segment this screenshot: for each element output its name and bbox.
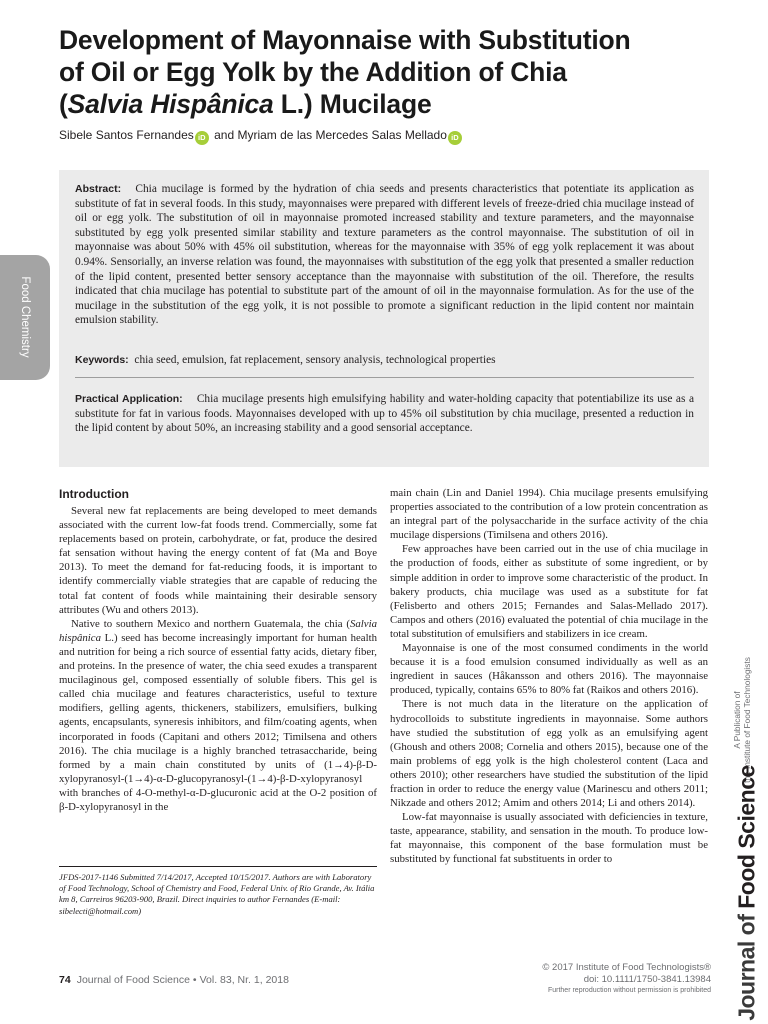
page-number: 74 (59, 974, 71, 986)
title-species-name: Salvia Hispânica (67, 89, 274, 119)
keywords-paragraph (75, 353, 694, 368)
permission-notice: Further reproduction without permission is prohibited (547, 987, 711, 994)
keywords-text: chia seed, emulsion, fat replacement, sensory analysis, technological properties (134, 354, 496, 366)
species-name-italic: Salvia hispânica (59, 617, 377, 644)
practical-application-text: Chia mucilage presents high emulsifying hability and water-holding capacity that potentiabilize its use as a substitute for fat in various foods. Mayonnaises developed with up to 45% oil substitution by chia mucilage, presented a reduction in the lipid content by about 50%, an increasing stability and a good sensorial acceptance. (75, 393, 695, 435)
journal-logo: Journal of Food Science (733, 765, 760, 1021)
volume-info: Vol. 83, Nr. 1, 2018 (199, 974, 289, 986)
author-line (59, 128, 464, 145)
intro-paragraph-1: Several new fat replacements are being developed to meet demands associated with the current low-fat foods trend. Commercially, some fat replacements based on protein, carbohydrate, or fat, produce the desired fat sensation without having the energy content of fat (Ma and Boye 2013). To meet the demand for fat-reducing foods, it is important to identify commercially viable strategies that are capable of reducing the total fat content of foods while maintaining their desirable sensory attributes (Wu and others 2013). (59, 505, 377, 616)
abstract-paragraph (75, 182, 694, 328)
doi-link[interactable]: doi: 10.1111/1750-3841.13984 (583, 974, 711, 985)
abstract-label: Abstract: (75, 183, 122, 195)
intro-paragraph-5: There is not much data in the literature on the application of hydrocolloids to substitute ingredients in mayonnaise. Some authors have studied the substitution of egg yolk as an emulsifying agent (Ghoush and others 2008; Cornelia and others 2015), because one of the main problems of egg yolk is the high cholesterol content (Laca and others 2010); other researchers have studied the substitution of the lipid fraction in order to reduce the energy value (Marinescu and others 2011; Nikzade and others 2012; Amim and others 2014; Li and others 2014). (390, 698, 708, 810)
keywords-label: Keywords: (75, 354, 129, 366)
copyright-block (542, 962, 711, 996)
intro-paragraph-6: Low-fat mayonnaise is usually associated with deficiencies in texture, taste, appearance, stability, and sensation in the mouth. To produce low-fat mayonnaise, this component of the base formulation must be substituted by functional fat substituents in order to (390, 811, 708, 866)
publisher-note: A Publication of the Institute of Food Technologists (732, 657, 752, 783)
abstract-separator (75, 377, 694, 378)
author-2-name[interactable]: Myriam de las Mercedes Salas Mellado (237, 128, 447, 142)
journal-name: Journal of Food Science (76, 974, 190, 986)
title-line-1: Development of Mayonnaise with Substitution (59, 25, 631, 55)
left-column (59, 486, 377, 814)
practical-application-label: Practical Application: (75, 393, 183, 405)
author-1-name[interactable]: Sibele Santos Fernandes (59, 128, 194, 142)
intro-paragraph-continued: main chain (Lin and Daniel 1994). Chia mucilage presents emulsifying properties associated to the contribution of a low protein concentration as an integral part of the polysaccharide in the surface activity of the chia mucilage dispersions (Timilsena and others 2016). (390, 487, 708, 542)
practical-application-paragraph (75, 392, 694, 436)
title-line-2: of Oil or Egg Yolk by the Addition of Chia (59, 57, 567, 87)
intro-paragraph-2: Native to southern Mexico and northern Guatemala, the chia (Salvia hispânica L.) seed has become increasingly important for human health and nutrition for being a rich source of essential fatty acids, dietary fiber, and proteins. In the presence of water, the chia seed exudes a transparent mucilaginous gel, composed essentially of soluble fibers. This gel is called chia mucilage and features characteristics, useful to texture modifiers, gelling agents, thickeners, stabilizers, emulsifiers, bulking agents, encapsulants, syneresis inhibitors, and film/coating agents, when incorporated in foods (Capitani and others 2012; Timilsena and others 2016). The chia mucilage is a highly branched tetrasaccharide, being formed by a main chain constituted by units of (1→4)-β-D-xylopyranosyl-(1→4)-α-D-glucopyranosyl-(1→4)-β-D-xylopyranosyl with branches of 4-O-methyl-α-D-glucuronic acid at the O-2 position of β-D-xylopyranosyl in the (59, 617, 377, 813)
copyright-text: © 2017 Institute of Food Technologists® (542, 962, 711, 973)
section-side-tab-label: Food Chemistry (19, 276, 31, 358)
intro-paragraph-4: Mayonnaise is one of the most consumed condiments in the world because it is a food emulsion consumed individually as well as an ingredient in sauces (Håkansson and others 2016). The mayonnaise produced, typically, contains 65% to 80% fat (Raikos and others 2016). (390, 642, 708, 697)
article-title (59, 24, 699, 120)
section-side-tab (0, 255, 50, 380)
footnote-divider (59, 866, 377, 867)
right-column (390, 486, 708, 867)
submission-footnote: JFDS-2017-1146 Submitted 7/14/2017, Accepted 10/15/2017. Authors are with Laboratory of Food Technology, School of Chemistry and Food, Federal Univ. of Rio Grande, Av. Itália km 8, Carreiros 96203-900, Brazil. Direct inquiries to author Fernandes (E-mail: sibelecti@hotmail.com) (59, 872, 375, 916)
page-footer: 74 Journal of Food Science • Vol. 83, Nr. 1, 2018 (59, 974, 289, 986)
introduction-heading: Introduction (59, 487, 129, 501)
orcid-icon[interactable]: iD (448, 131, 462, 145)
title-line-3: (Salvia Hispânica L.) Mucilage (59, 89, 432, 119)
author-joiner: and (210, 128, 238, 142)
abstract-text: Chia mucilage is formed by the hydration of chia seeds and presents characteristics that potentiate its application as substitute of fat in several foods. In this study, mayonnaises were prepared with different levels of freeze-dried chia mucilage instead of oil or egg yolk. The substitution of oil in mayonnaise promoted increased stability and texture parameters, and the mayonnaise substituted by egg yolk presented similar stability and texture parameters as the control mayonnaise. The substitution of oil in mayonnaise was about 50% with 45% oil substitution, whereas for the mayonnaise with 35% of egg yolk replacement it was about 0.94%. Sensorially, an inverse relation was found, the mayonnaises with substitution of the egg yolk that presented a smaller reduction of the lipid content, presented better sensory acceptance than the mayonnaise with substitution of the oil. Therefore, the results indicated that chia mucilage has potential to substitute part of the amount of oil in the mayonnaise formulation. As for the use of the mucilage in the substitution of the egg yolk, it is not possible to promote a significant reduction in the lipid content nor maintain emulsion stability. (75, 183, 694, 327)
intro-paragraph-3: Few approaches have been carried out in the use of chia mucilage in the production of foods, either as substitute of some ingredient, or by simple addition in order to improve some characteristic of the product. In bakery products, chia mucilage was used as a substitute for fat (Felisberto and others 2015; Fernandes and Salas-Mellado 2017). Campos and others (2016) evaluated the potential of chia mucilage in the total substitution of emulsifiers and stabilizers in ice cream. (390, 543, 708, 640)
orcid-icon[interactable]: iD (195, 131, 209, 145)
